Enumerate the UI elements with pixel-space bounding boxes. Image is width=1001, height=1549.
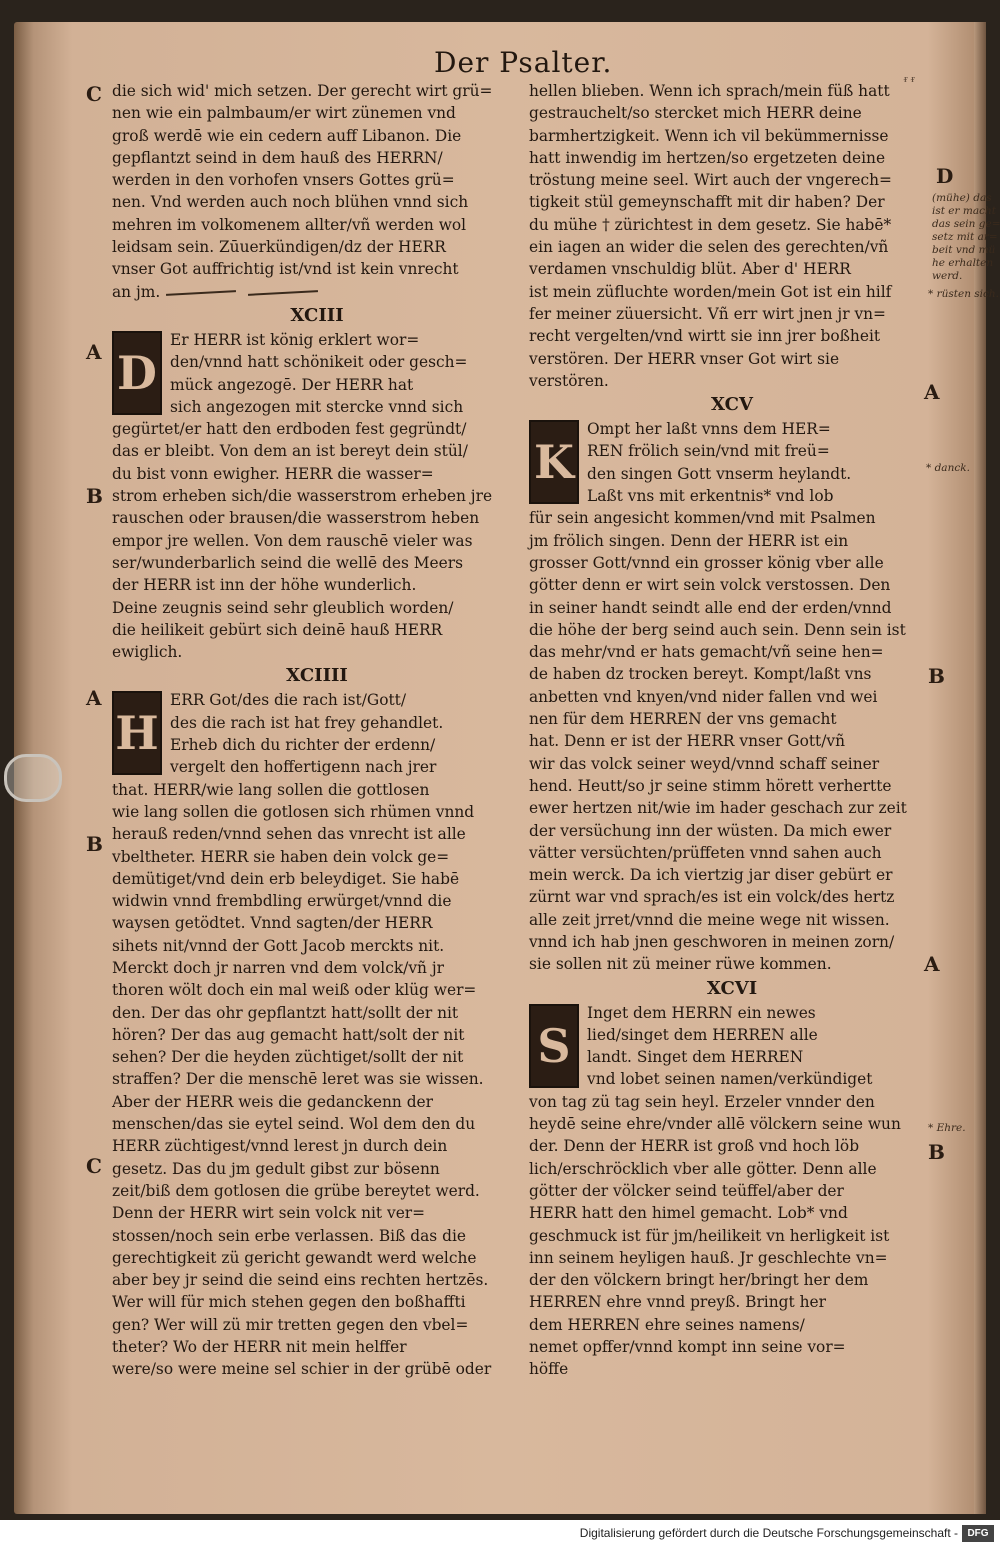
margin-letter: D bbox=[936, 164, 954, 188]
text-line: widwin vnnd frembdling erwürget/vnnd die bbox=[112, 892, 452, 911]
text-line: ist mein züfluchte worden/mein Got ist ein hilf bbox=[529, 282, 892, 301]
text-line: verstören. Der HERR vnser Got wirt sie bbox=[529, 349, 840, 368]
text-line: das mehr/vnd er hats gemacht/vñ seine hen= bbox=[529, 643, 884, 662]
psalm-95-block bbox=[529, 418, 935, 975]
text-line: vbeltheter. HERR sie haben dein volck ge= bbox=[112, 847, 450, 866]
text-line: den/vnnd hatt schönikeit oder gesch= bbox=[170, 353, 468, 372]
text-line: Aber der HERR weis die gedanckenn der bbox=[112, 1092, 434, 1111]
text-line: menschen/das sie eytel seind. Wol dem den du bbox=[112, 1115, 476, 1134]
text-line: grosser Gott/vnnd ein grosser könig vber alle bbox=[529, 553, 884, 572]
text-line bbox=[112, 281, 522, 303]
text-line: der den völckern bringt her/bringt her dem bbox=[529, 1271, 869, 1290]
text-line: zeit/biß dem gotlosen die grübe bereytet werd. bbox=[112, 1181, 480, 1200]
text-line: waysen getödtet. Vnnd sagten/der HERR bbox=[112, 914, 433, 933]
margin-letter: C bbox=[86, 82, 102, 106]
text-line: Merckt doch jr narren vnd dem volck/vñ jr bbox=[112, 958, 444, 977]
text-line: HERR züchtigest/vnnd lerest jn durch dein bbox=[112, 1137, 448, 1156]
psalm-96-heading: XCVI bbox=[706, 977, 758, 999]
text-line: Wer will für mich stehen gegen den boßhaffti bbox=[112, 1293, 466, 1312]
margin-note: he erhalten bbox=[932, 257, 994, 269]
margin-note: das sein ge= bbox=[932, 218, 1001, 230]
margin-note: setz mit ar= bbox=[932, 231, 998, 243]
text-line: nen. Vnd werden auch noch blühen vnnd sich bbox=[112, 193, 469, 212]
margin-note: beit vnd mü bbox=[932, 244, 996, 256]
footer-bar bbox=[0, 1520, 1000, 1549]
book-page bbox=[14, 22, 1001, 1514]
text-line: des die rach ist hat frey gehandlet. bbox=[170, 713, 444, 732]
text-line: heydē seine ehre/vnder allē völckern seine wun bbox=[529, 1115, 901, 1134]
margin-letter: C bbox=[86, 1154, 102, 1178]
text-line: du bist vonn ewigher. HERR die wasser= bbox=[112, 464, 434, 483]
text-line: demütiget/vnd dein erb beleydiget. Sie habē bbox=[112, 869, 460, 888]
margin-letter: A bbox=[924, 952, 940, 976]
text-line: von tag zü tag sein heyl. Erzeler vnnder den bbox=[529, 1092, 875, 1111]
psalm-96-initial: S bbox=[529, 1004, 579, 1088]
margin-letter: B bbox=[928, 1140, 945, 1164]
text-line: du mühe † zürichtest in dem gesetz. Sie habē* bbox=[529, 215, 892, 234]
text-line: der HERR ist inn der höhe wunderlich. bbox=[112, 576, 417, 595]
text-line: aber bey jr seind die seind eins rechten hertzēs. bbox=[112, 1271, 489, 1290]
text-line: alle zeit jrret/vnnd die meine wege nit wissen. bbox=[529, 910, 890, 929]
margin-letter: B bbox=[86, 484, 103, 508]
text-line: höffe bbox=[529, 1360, 569, 1379]
text-line: götter denn er wirt sein volck verstossen. Den bbox=[529, 576, 891, 595]
text-line: Denn der HERR wirt sein volck nit ver= bbox=[112, 1204, 426, 1223]
text-line: vnd lobet seinen namen/verkündiget bbox=[587, 1070, 873, 1089]
text-line: Laßt vns mit erkentnis* vnd lob bbox=[587, 487, 834, 506]
text-line: hat. Denn er ist der HERR vnser Gott/vñ bbox=[529, 732, 845, 751]
text-line: de haben dz trocken bereyt. Kompt/laßt vns bbox=[529, 665, 872, 684]
page-header: Der Psalter. bbox=[434, 46, 613, 79]
text-line: sihets nit/vnnd der Gott Jacob merckts nit. bbox=[112, 936, 445, 955]
text-line: mein werck. Da ich viertzig jar diser gebürt er bbox=[529, 866, 893, 885]
text-line: Ompt her laßt vnns dem HER= bbox=[587, 420, 831, 439]
margin-note: * rüsten sich. bbox=[928, 288, 1000, 300]
text-line: mück angezogē. Der HERR hat bbox=[170, 375, 414, 394]
text-line: nen wie ein palmbaum/er wirt zünemen vnd bbox=[112, 104, 456, 123]
text-line: Erheb dich du richter der erdenn/ bbox=[170, 736, 436, 755]
text-line: inn seinem heyligen hauß. Jr geschlechte vn= bbox=[529, 1248, 888, 1267]
text-line: that. HERR/wie lang sollen die gottlosen bbox=[112, 780, 430, 799]
text-line: das er bleibt. Von dem an ist bereyt dein stül/ bbox=[112, 442, 468, 461]
text-line: hören? Der das aug gemacht hatt/solt der nit bbox=[112, 1025, 465, 1044]
text-line: straffen? Der die menschē leret was sie wissen. bbox=[112, 1070, 484, 1089]
text-line: die höhe der berg seind auch sein. Denn sein ist bbox=[529, 620, 906, 639]
text-line: ewer hertzen nit/wie im hader geschach zur zeit bbox=[529, 799, 907, 818]
text-line: lich/erschröcklich vber alle götter. Denn alle bbox=[529, 1159, 877, 1178]
psalm-94-heading: XCIIII bbox=[286, 665, 348, 687]
text-line: groß werdē wie ein cedern auff Libanon. Die bbox=[112, 126, 462, 145]
margin-letter: A bbox=[86, 340, 102, 364]
text-line: ein iagen an wider die selen des gerechten/vñ bbox=[529, 238, 889, 257]
text-line: vnser Got auffrichtig ist/vnd ist kein vnrecht bbox=[112, 260, 459, 279]
margin-note: werd. bbox=[932, 270, 963, 282]
margin-letter: A bbox=[86, 686, 102, 710]
funding-credit: Digitalisierung gefördert durch die Deutsche Forschungsgemeinschaft - bbox=[579, 1526, 958, 1540]
psalm-93-heading: XCIII bbox=[290, 304, 344, 326]
text-line: ERR Got/des die rach ist/Gott/ bbox=[170, 691, 407, 710]
dfg-logo: DFG bbox=[962, 1525, 994, 1542]
text-line: REN frölich sein/vnd mit freü= bbox=[587, 442, 830, 461]
text-line: lied/singet dem HERREN alle bbox=[587, 1025, 818, 1044]
text-line: dem HERREN ehre seines namens/ bbox=[529, 1315, 805, 1334]
text-line: hellen blieben. Wenn ich sprach/mein füß hatt bbox=[529, 82, 890, 100]
text-line: werden in den vorhofen vnsers Gottes grü= bbox=[112, 171, 455, 190]
handwritten-flourish bbox=[166, 290, 236, 296]
text-line: hend. Heutt/so jr seine stimm hörett verhertte bbox=[529, 776, 892, 795]
margin-letter: A bbox=[924, 380, 940, 404]
text-line: ser/wunderbarlich seind die wellē des Meers bbox=[112, 553, 463, 572]
text-line: rauschen oder brausen/die wasserstrom heben bbox=[112, 509, 480, 528]
handwritten-flourish bbox=[248, 290, 318, 296]
text-line: götter der völcker seind teüffel/aber der bbox=[529, 1181, 844, 1200]
left-column bbox=[112, 80, 522, 1381]
text-line: jm frölich singen. Denn der HERR ist ein bbox=[529, 531, 849, 550]
text-line: mehren im volkomenem allter/vñ werden wol bbox=[112, 215, 467, 234]
text-line: für sein angesicht kommen/vnd mit Psalmen bbox=[529, 509, 876, 528]
text-line: tigkeit stül gemeynschafft mit dir haben? Der bbox=[529, 193, 885, 212]
text-line: anbetten vnd knyen/vnd nider fallen vnd wei bbox=[529, 687, 878, 706]
text-line: die sich wid' mich setzen. Der gerecht wirt grü= bbox=[112, 82, 493, 100]
text-line: der versüchung inn der wüsten. Da mich ewer bbox=[529, 821, 892, 840]
text-line: tröstung meine seel. Wirt auch der vngerech= bbox=[529, 171, 892, 190]
folio-mark: ᵲ ᵲ bbox=[904, 72, 915, 85]
margin-note: * danck. bbox=[926, 462, 970, 474]
text-fragment: an jm. bbox=[112, 282, 161, 301]
text-line: gerechtigkeit zü gericht gewandt werd welche bbox=[112, 1248, 477, 1267]
text-line: geschmuck ist für jm/heilikeit vn herligkeit ist bbox=[529, 1226, 890, 1245]
psalm-93-block bbox=[112, 329, 522, 663]
text-line: gesetz. Das du jm gedult gibst zur bösenn bbox=[112, 1159, 440, 1178]
text-line: hatt inwendig im hertzen/so ergetzeten deine bbox=[529, 148, 886, 167]
text-line: Deine zeugnis seind sehr gleublich worden/ bbox=[112, 598, 454, 617]
text-line: den. Der das ohr gepflantzt hatt/sollt der nit bbox=[112, 1003, 459, 1022]
text-line: sie sollen nit zü meiner rüwe kommen. bbox=[529, 955, 832, 974]
text-line: sich angezogen mit stercke vnnd sich bbox=[170, 397, 464, 416]
text-line: in seiner handt seindt alle end der erden/vnnd bbox=[529, 598, 892, 617]
text-line: gepflantzt seind in dem hauß des HERRN/ bbox=[112, 148, 443, 167]
psalm-94-initial: H bbox=[112, 691, 162, 775]
text-line: vnnd ich hab jnen geschworen in meinen zorn/ bbox=[529, 932, 895, 951]
text-line: strom erheben sich/die wasserstrom erheben jre bbox=[112, 487, 493, 506]
margin-note: ist er macht bbox=[932, 205, 996, 217]
page-clip bbox=[4, 754, 62, 802]
psalm-96-block bbox=[529, 1002, 935, 1381]
text-line: verstören. bbox=[529, 371, 609, 390]
psalm-95-initial: K bbox=[529, 420, 579, 504]
text-line: sehen? Der die heyden züchtiget/sollt der nit bbox=[112, 1048, 464, 1067]
psalm-94-block bbox=[112, 689, 522, 1380]
psalm-93-initial: D bbox=[112, 331, 162, 415]
text-line: wir das volck seiner weyd/vnnd schaff seiner bbox=[529, 754, 880, 773]
text-line: theter? Wo der HERR nit mein helffer bbox=[112, 1338, 407, 1357]
text-line: Inget dem HERRN ein newes bbox=[587, 1003, 816, 1022]
text-line: fer meiner züuersicht. Vñ err wirt jnen jr vn= bbox=[529, 304, 886, 323]
text-line: thoren wölt doch ein mal weiß oder klüg wer= bbox=[112, 981, 477, 1000]
text-line: vätter versüchten/prüffeten vnnd sahen auch bbox=[529, 843, 882, 862]
text-line: recht vergelten/vnd wirtt sie inn jrer boßheit bbox=[529, 327, 881, 346]
text-line: den singen Gott vnserm heylandt. bbox=[587, 464, 852, 483]
text-line: der. Denn der HERR ist groß vnd hoch löb bbox=[529, 1137, 860, 1156]
margin-note: * Ehre. bbox=[928, 1122, 966, 1134]
right-column bbox=[529, 80, 935, 1381]
text-line: Er HERR ist könig erklert wor= bbox=[170, 330, 420, 349]
margin-note: (mühe) das bbox=[932, 192, 992, 204]
text-line: barmhertzigkeit. Wenn ich vil bekümmernisse bbox=[529, 126, 889, 145]
text-line: verdamen vnschuldig blüt. Aber d' HERR bbox=[529, 260, 851, 279]
text-line: stossen/noch sein erbe verlassen. Biß das die bbox=[112, 1226, 466, 1245]
margin-letter: B bbox=[86, 832, 103, 856]
text-line: herauß reden/vnnd sehen das vnrecht ist alle bbox=[112, 825, 466, 844]
text-line: nemet opffer/vnnd kompt inn seine vor= bbox=[529, 1338, 846, 1357]
text-line: die heilikeit gebürt sich deinē hauß HERR bbox=[112, 620, 443, 639]
text-line: nen für dem HERREN der vns gemacht bbox=[529, 710, 837, 729]
text-line: HERR hatt den himel gemacht. Lob* vnd bbox=[529, 1204, 848, 1223]
text-line: ewiglich. bbox=[112, 643, 183, 662]
text-line: HERREN ehre vnnd preyß. Bringt her bbox=[529, 1293, 826, 1312]
text-line: gegürtet/er hatt den erdboden fest gegründt/ bbox=[112, 420, 467, 439]
text-line: empor jre wellen. Von dem rauschē vieler was bbox=[112, 531, 473, 550]
margin-letter: B bbox=[928, 664, 945, 688]
text-line: gestrauchelt/so stercket mich HERR deine bbox=[529, 104, 862, 123]
text-line: zürnt war vnd sprach/es ist ein volck/des hertz bbox=[529, 888, 895, 907]
text-line: gen? Wer will zü mir tretten gegen den vbel= bbox=[112, 1315, 469, 1334]
text-line: landt. Singet dem HERREN bbox=[587, 1048, 804, 1067]
text-line: vergelt den hoffertigenn nach jrer bbox=[170, 758, 437, 777]
text-line: leidsam sein. Zūuerkündigen/dz der HERR bbox=[112, 238, 446, 257]
text-line: were/so were meine sel schier in der grübē oder bbox=[112, 1360, 492, 1379]
psalm-95-heading: XCV bbox=[711, 394, 753, 416]
text-line: wie lang sollen die gotlosen sich rhümen vnnd bbox=[112, 802, 475, 821]
